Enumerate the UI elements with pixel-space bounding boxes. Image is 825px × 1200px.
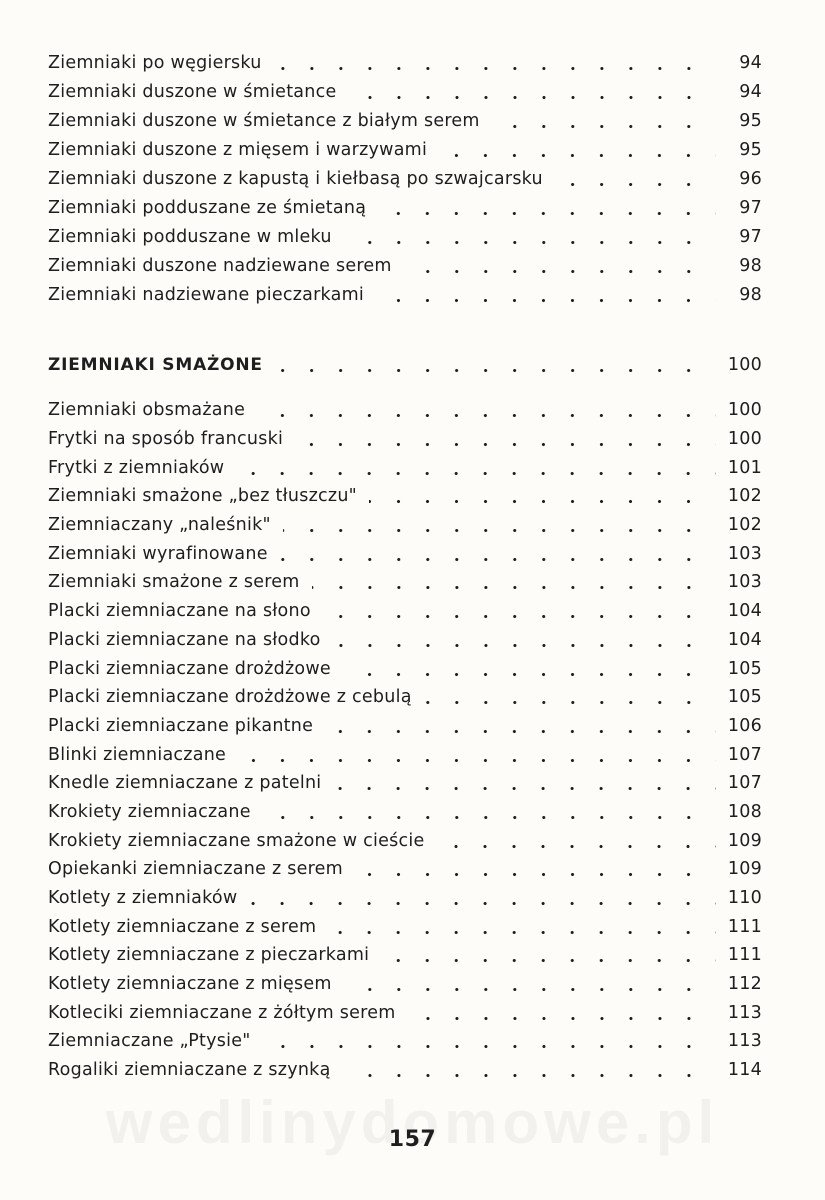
dot-leader <box>236 472 716 476</box>
dot-leader <box>257 414 716 418</box>
toc-entry-page: 105 <box>727 687 762 708</box>
toc-entry-title: Kotlety ziemniaczane z pieczarkami <box>48 945 370 966</box>
toc-entry-title: Rogaliki ziemniaczane z szynką <box>48 1060 331 1081</box>
dot-leader <box>312 586 716 590</box>
toc-entry-page: 111 <box>727 916 762 937</box>
toc-entry <box>48 425 762 454</box>
toc-entry <box>48 626 762 655</box>
toc-entry-title: Kotlety ziemniaczane z mięsem <box>48 974 332 995</box>
toc-entry-page: 107 <box>727 773 762 794</box>
toc-entry-page: 98 <box>739 255 762 276</box>
dot-leader <box>344 241 716 245</box>
toc-entry-page: 103 <box>727 543 762 564</box>
toc-entry-title: Ziemniaki duszone w śmietance z białym serem <box>48 110 480 131</box>
toc-entry-title: Kotlety z ziemniaków <box>48 888 238 909</box>
toc-entry <box>48 48 762 77</box>
dot-leader <box>333 644 716 648</box>
toc-entry <box>48 1027 762 1056</box>
toc-entry <box>48 654 762 683</box>
dot-leader <box>381 959 716 963</box>
toc-entry <box>48 77 762 106</box>
page-number: 157 <box>388 1127 437 1152</box>
section-heading <box>48 350 762 380</box>
toc-entry <box>48 769 762 798</box>
toc-entry-page: 102 <box>727 486 762 507</box>
toc-entry <box>48 1056 762 1085</box>
toc-entry-page: 94 <box>739 52 762 73</box>
toc-entry-title: Ziemniaki podduszane ze śmietaną <box>48 197 367 218</box>
toc-entry-page: 111 <box>727 945 762 966</box>
toc-entry-page: 101 <box>727 457 762 478</box>
toc-entry <box>48 135 762 164</box>
toc-entry <box>48 106 762 135</box>
toc-entry-page: 100 <box>727 429 762 450</box>
toc-entry-title: Kotlety ziemniaczane z serem <box>48 916 317 937</box>
toc-entry <box>48 539 762 568</box>
toc-entry <box>48 482 762 511</box>
toc-entry-title: Ziemniaczane „Ptysie" <box>48 1031 251 1052</box>
toc-entry-title: Ziemniaki smażone „bez tłuszczu" <box>48 486 357 507</box>
toc-entry <box>48 568 762 597</box>
dot-leader <box>263 816 716 820</box>
toc-entry-page: 97 <box>739 226 762 247</box>
dot-leader <box>263 1045 716 1049</box>
toc-entry <box>48 970 762 999</box>
toc-entry-title: Placki ziemniaczane na słodko <box>48 629 321 650</box>
dot-leader <box>355 873 716 877</box>
dot-leader <box>343 1074 716 1078</box>
toc-entry-title: Placki ziemniaczane drożdżowe z cebulą <box>48 687 412 708</box>
toc-entry-page: 95 <box>739 110 762 131</box>
dot-leader <box>555 183 716 187</box>
toc-entry <box>48 798 762 827</box>
toc-entry-page: 112 <box>727 974 762 995</box>
dot-leader <box>439 154 716 158</box>
toc-entry-page: 105 <box>727 658 762 679</box>
toc-entry-title: Placki ziemniaczane drożdżowe <box>48 658 331 679</box>
dot-leader <box>344 988 716 992</box>
dot-leader <box>295 443 716 447</box>
toc-entry-page: 113 <box>727 1002 762 1023</box>
toc-entry-title: Placki ziemniaczane pikantne <box>48 715 314 736</box>
dot-leader <box>283 529 716 533</box>
toc-entry <box>48 884 762 913</box>
toc-entry-page: 109 <box>727 859 762 880</box>
toc-entry-title: Ziemniaki nadziewane pieczarkami <box>48 284 365 305</box>
toc-section-fried <box>48 396 762 1085</box>
toc-entry-page: 100 <box>727 400 762 421</box>
toc-entry-title: Frytki na sposób francuski <box>48 429 284 450</box>
toc-entry <box>48 912 762 941</box>
dot-leader <box>280 558 716 562</box>
toc-entry-page: 94 <box>739 81 762 102</box>
toc-entry <box>48 998 762 1027</box>
toc-entry-page: 102 <box>727 515 762 536</box>
toc-entry-page: 106 <box>727 715 762 736</box>
dot-leader <box>325 730 716 734</box>
toc-entry <box>48 453 762 482</box>
toc-entry-page: 113 <box>727 1031 762 1052</box>
toc-entry <box>48 597 762 626</box>
dot-leader <box>369 500 716 504</box>
toc-entry-title: Ziemniaki obsmażane <box>48 400 246 421</box>
toc-entry <box>48 511 762 540</box>
toc-entry-title: Frytki z ziemniaków <box>48 457 225 478</box>
dot-leader <box>323 615 716 619</box>
toc-entry-title: Opiekanki ziemniaczane z serem <box>48 859 343 880</box>
dot-leader <box>274 67 716 71</box>
dot-leader <box>436 845 716 849</box>
dot-leader <box>249 902 716 906</box>
dot-leader <box>333 787 716 791</box>
toc-entry-page: 104 <box>727 629 762 650</box>
dot-leader <box>492 125 716 129</box>
toc-entry <box>48 855 762 884</box>
dot-leader <box>408 1017 716 1021</box>
toc-entry-page: 109 <box>727 830 762 851</box>
toc-entry <box>48 251 762 280</box>
toc-entry-title: Krokiety ziemniaczane smażone w cieście <box>48 830 425 851</box>
toc-entry <box>48 164 762 193</box>
dot-leader <box>328 931 716 935</box>
toc-entry <box>48 941 762 970</box>
toc-entry <box>48 826 762 855</box>
toc-entry-title: Ziemniaki smażone z serem <box>48 572 300 593</box>
dot-leader <box>378 212 716 216</box>
dot-leader <box>275 369 716 373</box>
toc-entry-title: Ziemniaczany „naleśnik" <box>48 515 271 536</box>
dot-leader <box>376 299 716 303</box>
toc-entry-page: 104 <box>727 601 762 622</box>
toc-entry-title: Ziemniaki duszone w śmietance <box>48 81 337 102</box>
toc-section-stewed <box>48 48 762 309</box>
dot-leader <box>424 701 716 705</box>
toc-entry-title: Placki ziemniaczane na słono <box>48 601 311 622</box>
toc-entry <box>48 396 762 425</box>
toc-entry-page: 114 <box>727 1060 762 1081</box>
toc-entry-page: 96 <box>739 168 762 189</box>
toc-entry-page: 110 <box>727 888 762 909</box>
toc-entry-page: 97 <box>739 197 762 218</box>
toc-entry <box>48 193 762 222</box>
toc-entry-title: Ziemniaki duszone z kapustą i kiełbasą po szwajcarsku <box>48 168 543 189</box>
dot-leader <box>238 759 716 763</box>
toc-entry-page: 103 <box>727 572 762 593</box>
section-heading-page: 100 <box>727 355 762 375</box>
toc-entry-title: Krokiety ziemniaczane <box>48 801 251 822</box>
dot-leader <box>404 270 716 274</box>
dot-leader <box>343 673 716 677</box>
toc-entry-title: Knedle ziemniaczane z patelni <box>48 773 322 794</box>
toc-entry <box>48 683 762 712</box>
toc-entry-page: 95 <box>739 139 762 160</box>
section-heading-row <box>48 350 762 380</box>
toc-entry-title: Ziemniaki podduszane w mleku <box>48 226 332 247</box>
toc-entry-title: Ziemniaki duszone z mięsem i warzywami <box>48 139 428 160</box>
toc-entry-title: Kotleciki ziemniaczane z żółtym serem <box>48 1002 396 1023</box>
toc-entry-title: Ziemniaki po węgiersku <box>48 52 262 73</box>
toc-entry-title: Ziemniaki wyrafinowane <box>48 543 268 564</box>
toc-entry-title: Blinki ziemniaczane <box>48 744 227 765</box>
toc-entry <box>48 740 762 769</box>
toc-entry <box>48 712 762 741</box>
toc-entry-page: 108 <box>727 801 762 822</box>
toc-entry-page: 98 <box>739 284 762 305</box>
toc-entry-title: Ziemniaki duszone nadziewane serem <box>48 255 392 276</box>
dot-leader <box>349 96 716 100</box>
toc-entry <box>48 280 762 309</box>
toc-entry-page: 107 <box>727 744 762 765</box>
toc-entry <box>48 222 762 251</box>
section-heading-title: ZIEMNIAKI SMAŻONE <box>48 355 263 375</box>
